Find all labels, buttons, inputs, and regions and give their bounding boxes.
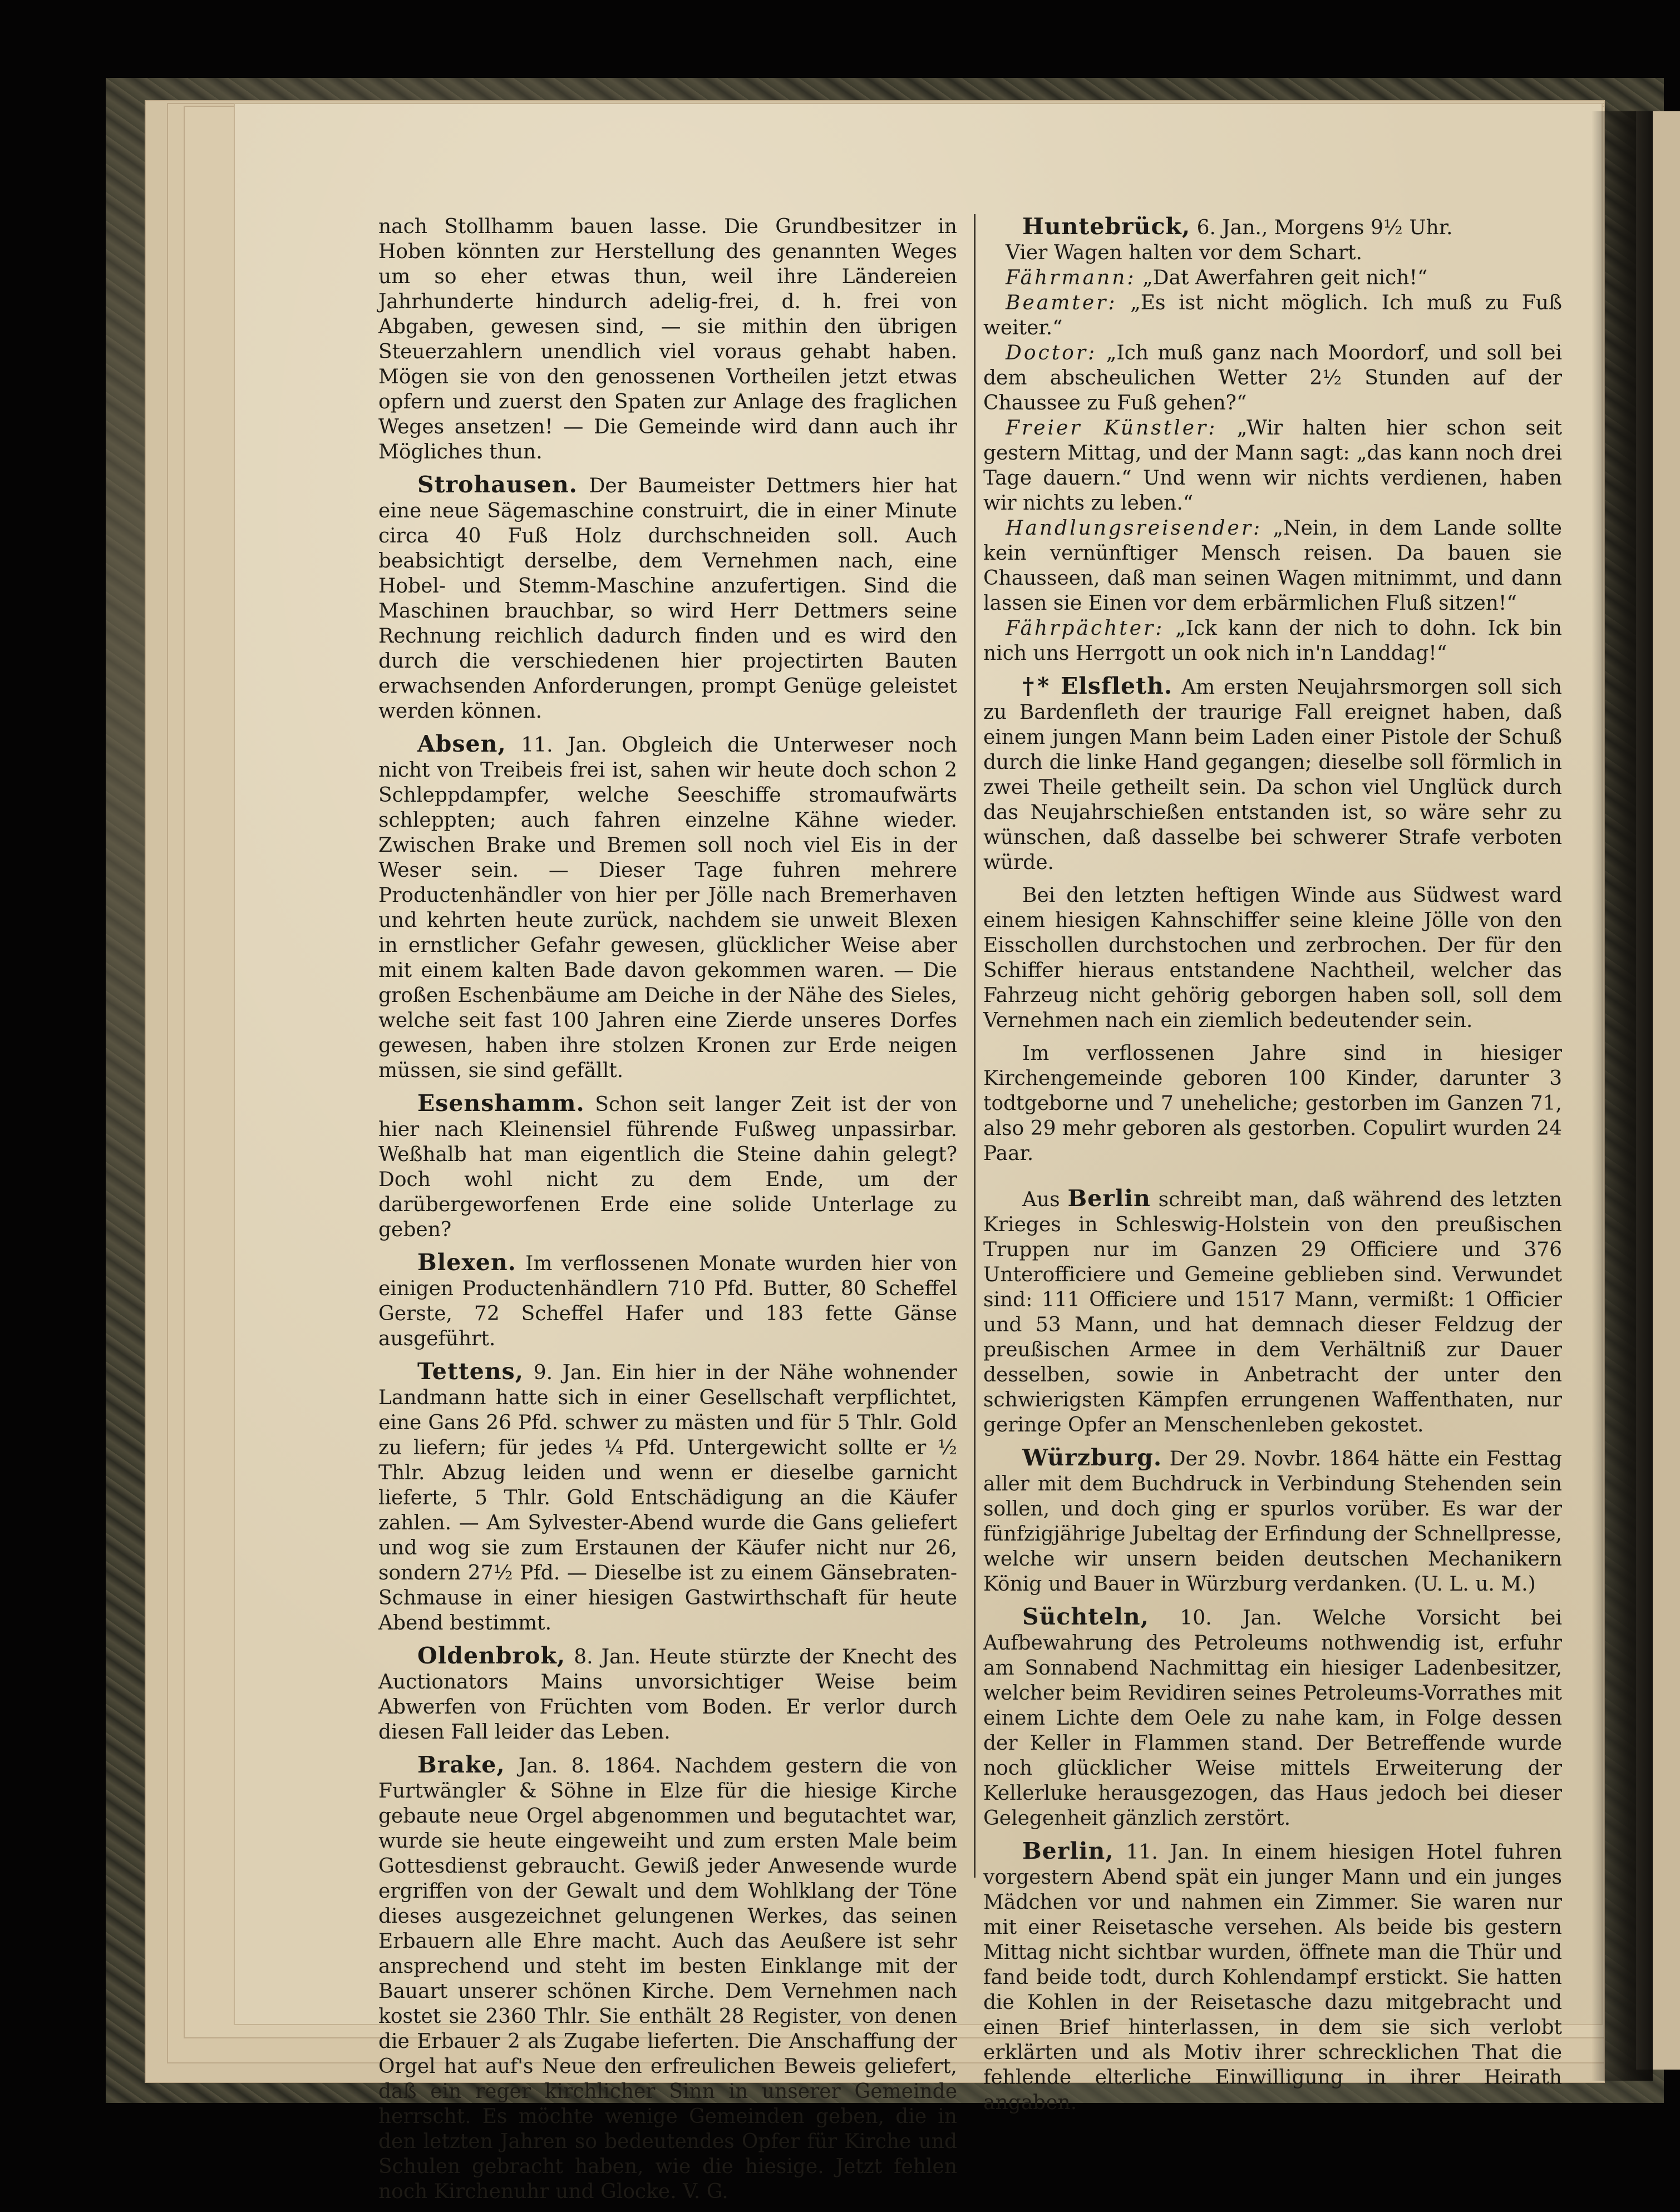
- dialog-line: Fährmann: „Dat Awerfahren geit nich!“: [1006, 266, 1428, 289]
- article-wuerzburg: Würzburg. Der 29. Novbr. 1864 hätte ein Festtag aller mit dem Buchdruck in Verbindung Stehenden sein sollen, und doch ging er spurlos vorüber. Es war der fünfzigjährige Jubeltag der Erfindung der Schnellpresse, welche wir unsern beiden deutschen Mechanikern König und Bauer in Würzburg verdanken. (U. L. u. M.): [983, 1444, 1562, 1596]
- article-berlin-hotel: Berlin, 11. Jan. In einem hiesigen Hotel fuhren vorgestern Abend spät ein junger Mann und ein junges Mädchen vor und nahmen ein Zimmer. Sie waren nur mit einer Reisetasche versehen. Als beide bis gestern Mittag nicht sichtbar wurden, öffnete man die Thür und fand beide todt, durch Kohlendampf erstickt. Sie hatten die Kohlen in der Reisetasche dazu mitgebracht und einen Brief hinterlassen, in dem sie sich verlobt erklärten und als Motiv ihrer schrecklichen That die fehlende elterliche Einwilligung in ihrer Heirath angaben.: [983, 1838, 1562, 2114]
- left-column: [378, 214, 957, 2212]
- place-heading: †* Elsfleth.: [1022, 673, 1173, 699]
- speaker-name: Fährpächter:: [1006, 617, 1165, 640]
- place-heading: Strohausen.: [417, 471, 578, 498]
- place-heading: Berlin: [1067, 1185, 1151, 1212]
- place-heading: Tettens,: [417, 1358, 524, 1385]
- article-elsfleth: †* Elsfleth. Am ersten Neujahrsmorgen soll sich zu Bardenfleth der traurige Fall ereignet haben, daß einem jungen Mann beim Laden einer Pistole der Schuß durch die linke Hand gegangen; dieselbe soll förmlich in zwei Theile getheilt sein. Da schon viel Unglück durch das Neujahrschießen entstanden ist, so wäre sehr zu wünschen, daß dasselbe bei schwerer Strafe verboten würde.: [983, 673, 1562, 874]
- place-heading: Würzburg.: [1022, 1444, 1162, 1471]
- article-separator: [983, 1174, 1562, 1186]
- article-blexen: Blexen. Im verflossenen Monate wurden hier von einigen Productenhändlern 710 Pfd. Butter, 80 Scheffel Gerste, 72 Scheffel Hafer und 183 fette Gänse ausgeführt.: [378, 1249, 957, 1350]
- gutter-shadow: [1592, 111, 1653, 2081]
- dialog-line: Beamter: „Es ist nicht möglich. Ich muß zu Fuß weiter.“: [983, 292, 1562, 339]
- dialog-line: Doctor: „Ich muß ganz nach Moordorf, und soll bei dem abscheulichen Wetter 2½ Stunden auf der Chaussee zu Fuß gehen?“: [983, 342, 1562, 414]
- place-heading: Blexen.: [417, 1249, 516, 1276]
- article-berlin-war: Aus Berlin schreibt man, daß während des letzten Krieges in Schleswig-Holstein von den preußischen Truppen nur im Ganzen 29 Officiere und 376 Unterofficiere und Gemeine geblieben sind. Verwundet sind: 111 Officiere und 1517 Mann, vermißt: 1 Officier und 53 Mann, und hat demnach dieser Feldzug der preußischen Armee in dem Verhältniß zur Dauer desselben, sowie in Anbetracht der unter den schwierigsten Kämpfen errungenen Waffenthaten, nur geringe Opfer an Menschenleben gekostet.: [983, 1185, 1562, 1436]
- place-heading: Süchteln,: [1022, 1603, 1149, 1630]
- article-strohausen: Strohausen. Der Baumeister Dettmers hier hat eine neue Sägemaschine construirt, die in einer Minute circa 40 Fuß Holz durchschneiden soll. Auch beabsichtigt derselbe, dem Vernehmen nach, eine Hobel- und Stemm-Maschine anzufertigen. Sind die Maschinen brauchbar, so wird Herr Dettmers seine Rechnung reichlich dadurch finden und es wird den durch die verschiedenen hier projectirten Bauten erwachsenden Anforderungen, prompt Genüge geleistet werden können.: [378, 471, 957, 723]
- dialog-line: Fährpächter: „Ick kann der nich to dohn. Ick bin nich uns Herrgott un ook nich in'n Landdag!“: [983, 617, 1562, 665]
- speaker-name: Beamter:: [1006, 292, 1117, 314]
- article-signature: V. G.: [683, 2180, 728, 2203]
- article-tettens: Tettens, 9. Jan. Ein hier in der Nähe wohnender Landmann hatte sich in einer Gesellschaft verpflichtet, eine Gans 26 Pfd. schwer zu mästen und für 5 Thlr. Gold zu liefern; für jedes ¼ Pfd. Untergewicht sollte er ½ Thlr. Abzug leiden und wenn er dieselbe garnicht lieferte, 5 Thlr. Gold Entschädigung an die Käufer zahlen. — Am Sylvester-Abend wurde die Gans geliefert und wog sie zum Erstaunen der Käufer nicht nur 26, sondern 27½ Pfd. — Dieselbe ist zu einem Gänsebraten-Schmause in einer hiesigen Gastwirthschaft für heute Abend bestimmt.: [378, 1358, 957, 1635]
- place-heading: Brake,: [417, 1751, 505, 1778]
- place-heading: Oldenbrok,: [417, 1642, 566, 1669]
- article-esenshamm: Esenshamm. Schon seit langer Zeit ist der von hier nach Kleinensiel führende Fußweg unpassirbar. Weßhalb hat man eigentlich die Steine dahin gelegt? Doch wohl nicht zu dem Ende, um der darübergeworfenen Erde eine solide Unterlage zu geben?: [378, 1090, 957, 1241]
- speaker-name: Fährmann:: [1006, 266, 1136, 289]
- place-heading: Esenshamm.: [417, 1090, 585, 1117]
- right-column: [983, 214, 1562, 2123]
- article-elsfleth-paragraph: Im verflossenen Jahre sind in hiesiger Kirchengemeinde geboren 100 Kinder, darunter 3 todtgeborne und 7 uneheliche; gestorben im Ganzen 71, also 29 mehr geboren als gestorben. Copulirt wurden 24 Paar.: [983, 1042, 1562, 1165]
- article-elsfleth-paragraph: Bei den letzten heftigen Winde aus Südwest ward einem hiesigen Kahnschiffer seine kleine Jölle von den Eisschollen durchstochen und zerbrochen. Der für den Schiffer hieraus entstandene Nachtheil, welcher das Fahrzeug nicht gehörig geborgen haben soll, soll dem Vernehmen nach ein ziemlich bedeutender sein.: [983, 884, 1562, 1032]
- article-oldenbrok: Oldenbrok, 8. Jan. Heute stürzte der Knecht des Auctionators Mains unvorsichtiger Weise beim Abwerfen von Früchten vom Boden. Er verlor durch diesen Fall leider das Leben.: [378, 1642, 957, 1744]
- speaker-name: Doctor:: [1006, 342, 1097, 364]
- dialog-line: Handlungsreisender: „Nein, in dem Lande sollte kein vernünftiger Mensch reisen. Da bauen sie Chausseen, daß man seinen Wagen mitnimmt, und dann lassen sie Einen vor dem erbärmlichen Fluß sitzen!“: [983, 517, 1562, 615]
- dialog-line: Vier Wagen halten vor dem Schart.: [1006, 241, 1362, 264]
- dialog-line: Freier Künstler: „Wir halten hier schon seit gestern Mittag, und der Mann sagt: „das kann noch drei Tage dauern.“ Und wenn wir nichts verdienen, haben wir nichts zu leben.“: [983, 417, 1562, 515]
- column-divider: [974, 214, 976, 1878]
- speaker-name: Handlungsreisender:: [1006, 517, 1263, 540]
- place-heading: Huntebrück,: [1022, 213, 1191, 240]
- place-heading: Berlin,: [1022, 1838, 1114, 1864]
- place-heading: Absen,: [417, 730, 506, 757]
- article-signature: (U. L. u. M.): [1413, 1573, 1536, 1596]
- article-huntebrueck: Huntebrück, 6. Jan., Morgens 9½ Uhr. Vier Wagen halten vor dem Schart. Fährmann: „Dat Awerfahren geit nich!“ Beamter: „Es ist nicht möglich. Ich muß zu Fuß weiter.“ Doctor: „Ich muß ganz nach Moordorf, und soll bei dem abscheulichen Wetter 2½ Stunden auf der Chaussee zu Fuß gehen?“ Freier Künstler: „Wir halten hier schon seit gestern Mittag, und der Mann sagt: „das kann noch drei Tage dauern.“ Und wenn wir nichts verdienen, haben wir nichts zu leben.“ Handlungsreisender: „Nein, in dem Lande sollte kein vernünftiger Mensch reisen. Da bauen sie Chausseen, daß man seinen Wagen mitnimmt, und dann lassen sie Einen vor dem erbärmlichen Fluß sitzen!“ Fährpächter: „Ick kann der nich to dohn. Ick bin nich uns Herrgott un ook nich in'n Landdag!“: [983, 213, 1562, 665]
- article-continued: nach Stollhamm bauen lasse. Die Grundbesitzer in Hoben könnten zur Herstellung des genannten Weges um so eher etwas thun, weil ihre Ländereien Jahrhunderte hindurch adelig-frei, d. h. frei von Abgaben, gewesen sind, — sie mithin den übrigen Steuerzahlern unendlich viel voraus gehabt haben. Mögen sie von den genossenen Vortheilen jetzt etwas opfern und zuerst den Spaten zur Anlage des fraglichen Weges ansetzen! — Die Gemeinde wird dann auch ihr Mögliches thun.: [378, 215, 957, 463]
- article-absen: Absen, 11. Jan. Obgleich die Unterweser noch nicht von Treibeis frei ist, sahen wir heute doch schon 2 Schleppdampfer, welche Seeschiffe stromaufwärts schleppten; auch fahren einzelne Kähne wieder. Zwischen Brake und Bremen soll noch viel Eis in der Weser sein. — Dieser Tage fuhren mehrere Productenhändler von hier per Jölle nach Bremerhaven und kehrten heute zurück, nachdem sie unweit Blexen in ernstlicher Gefahr gewesen, glücklicher Weise aber mit einem kalten Bade davon gekommen waren. — Die großen Eschenbäume am Deiche in der Nähe des Sieles, welche seit fast 100 Jahren eine Zierde unseres Dorfes gewesen, haben ihre stolzen Kronen zur Erde neigen müssen, sie sind gefällt.: [378, 730, 957, 1082]
- article-brake: Brake, Jan. 8. 1864. Nachdem gestern die von Furtwängler & Söhne in Elze für die hiesige Kirche gebaute neue Orgel abgenommen und begutachtet war, wurde sie heute eingeweiht und zum ersten Male beim Gottesdienst gebraucht. Gewiß jeder Anwesende wurde ergriffen von der Gewalt und dem Wohlklang der Töne dieses ausgezeichnet gelungenen Werkes, das seinen Erbauern alle Ehre macht. Auch das Aeußere ist sehr ansprechend und steht im besten Einklange mit der Bauart unserer schönen Kirche. Dem Vernehmen nach kostet sie 2360 Thlr. Sie enthält 28 Register, von denen die Erbauer 2 als Zugabe lieferten. Die Anschaffung der Orgel hat auf's Neue den erfreulichen Beweis geliefert, daß ein reger kirchlicher Sinn in unserer Gemeinde herrscht. Es möchte wenige Gemeinden geben, die in den letzten Jahren so bedeutendes Opfer für Kirche und Schulen gebracht haben, wie die hiesige. Jetzt fehlen noch Kirchenuhr und Glocke. V. G.: [378, 1751, 957, 2203]
- article-suechteln: Süchteln, 10. Jan. Welche Vorsicht bei Aufbewahrung des Petroleums nothwendig ist, erfuhr am Sonnabend Nachmittag ein hiesiger Ladenbesitzer, welcher beim Revidiren seines Petroleums-Vorrathes mit einem Lichte dem Oele zu nahe kam, in Folge dessen der Keller in Flammen stand. Der Betreffende wurde noch glücklicher Weise mittels Erweiterung der Kellerluke herausgezogen, das Haus jedoch bei dieser Gelegenheit gänzlich zerstört.: [983, 1603, 1562, 1830]
- speaker-name: Freier Künstler:: [1006, 417, 1218, 440]
